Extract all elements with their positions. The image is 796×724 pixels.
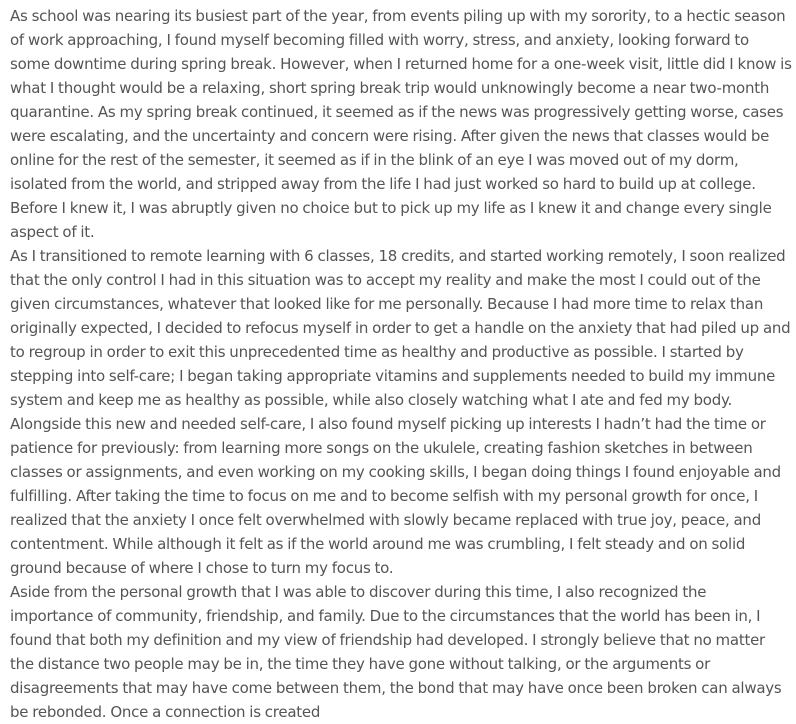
essay-paragraph-2: As I transitioned to remote learning with 6 classes, 18 credits, and started working remotely, I soon realized that the only control I had in this situation was to accept my reality and make the most I could out of the given circumstances, whatever that looked like for me personally. Because I had more time to relax than originally expected, I decided to refocus myself in order to get a handle on the anxiety that had piled up and to regroup in order to exit this unprecedented time as healthy and productive as possible. I started by stepping into self-care; I began taking appropriate vitamins and supplements needed to build my immune system and keep me as healthy as possible, while also closely watching what I ate and fed my body. Alongside this new and needed self-care, I also found myself picking up interests I hadn’t had the time or patience for previously: from learning more songs on the ukulele, creating fashion sketches in between classes or assignments, and even working on my cooking skills, I began doing things I found enjoyable and fulfilling. After taking the time to focus on me and to become selfish with my personal growth for once, I realized that the anxiety I once felt overwhelmed with slowly became replaced with true joy, peace, and contentment. While although it felt as if the world around me was crumbling, I felt steady and on solid ground because of where I chose to turn my focus to. bbox=[10, 247, 791, 577]
essay-paragraph-1: As school was nearing its busiest part of the year, from events piling up with my sorority, to a hectic season of work approaching, I found myself becoming filled with worry, stress, and anxiety, looking forward to some downtime during spring break. However, when I returned home for a one-week visit, little did I know is what I thought would be a relaxing, short spring break trip would unknowingly become a near two-month quarantine. As my spring break continued, it seemed as if the news was progressively getting worse, cases were escalating, and the uncertainty and concern were rising. After given the news that classes would be online for the rest of the semester, it seemed as if in the blink of an eye I was moved out of my dorm, isolated from the world, and stripped away from the life I had just worked so hard to build up at college. Before I knew it, I was abruptly given no choice but to pick up my life as I knew it and change every single aspect of it. bbox=[10, 7, 792, 241]
essay-body bbox=[10, 4, 792, 724]
essay-paragraph-3: Aside from the personal growth that I was able to discover during this time, I also recognized the importance of community, friendship, and family. Due to the circumstances that the world has been in, I found that both my definition and my view of friendship had developed. I strongly believe that no matter the distance two people may be in, the time they have gone without talking, or the arguments or disagreements that may have come between them, the bond that may have once been broken can always be rebonded. Once a connection is created bbox=[10, 583, 782, 721]
